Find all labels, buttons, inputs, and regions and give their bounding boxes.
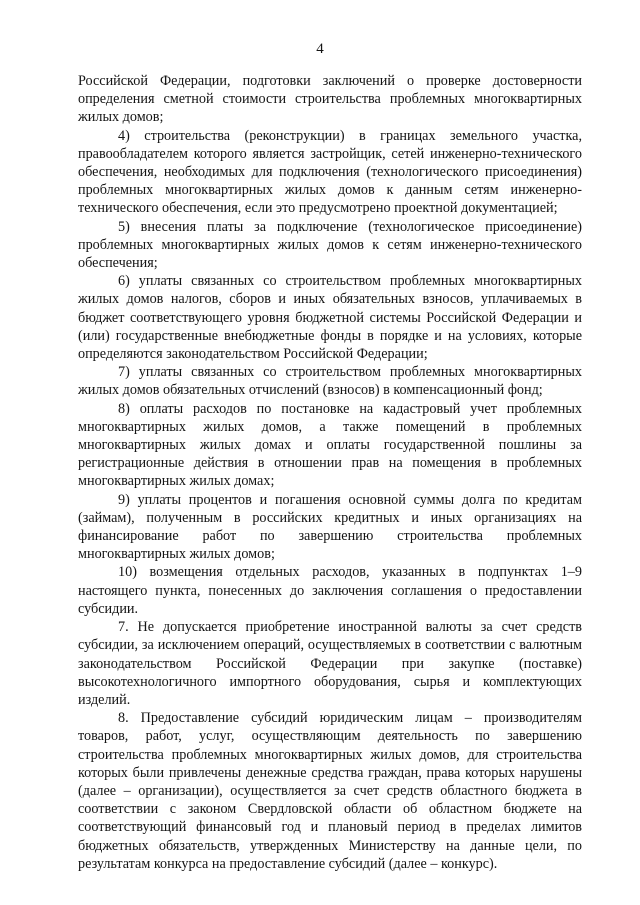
- document-body: [78, 72, 582, 873]
- paragraph-continuation: Российской Федерации, подготовки заключений о проверке достоверности определения сметной стоимости строительства проблемных многоквартирных жилых домов;: [78, 73, 582, 126]
- paragraph-clause-7: 7. Не допускается приобретение иностранной валюты за счет средств субсидии, за исключением операций, осуществляемых в соответствии с валютным законодательством Российской Федерации при закупке (поставке) высокотехнологичного импортного оборудования, сырья и комплектующих изделий.: [78, 619, 582, 708]
- paragraph-item-7: 7) уплаты связанных со строительством проблемных многоквартирных жилых домов обязательных отчислений (взносов) в компенсационный фонд;: [78, 364, 582, 399]
- page-number: 4: [316, 41, 324, 57]
- paragraph-item-5: 5) внесения платы за подключение (технологическое присоединение) проблемных многоквартирных жилых домов к сетям инженерно-технического обеспечения;: [78, 218, 582, 272]
- paragraph-item-6: 6) уплаты связанных со строительством проблемных многоквартирных жилых домов налогов, сборов и иных обязательных взносов, уплачиваемых в бюджет соответствующего уровня бюджетной системы Российской Федерации и (или) государственные внебюджетные фонды в порядке и на условиях, которые определяются законодательством Российской Федерации;: [78, 273, 582, 363]
- paragraph-item-8: 8) оплаты расходов по постановке на кадастровый учет проблемных многоквартирных жилых домов, а также помещений в проблемных многоквартирных жилых домах и оплаты государственной пошлины за регистрационные действия в отношении прав на помещения в проблемных многоквартирных жилых домах;: [78, 400, 582, 490]
- paragraph-item-10: 10) возмещения отдельных расходов, указанных в подпунктах 1–9 настоящего пункта, понесенных до заключения соглашения о предоставлении субсидии.: [78, 564, 582, 617]
- paragraph-item-4: 4) строительства (реконструкции) в границах земельного участка, правообладателем которого является застройщик, сетей инженерно-технического обеспечения, необходимых для подключения (технологического присоединения) проблемных многоквартирных жилых домов к данным сетям инженерно-технического обеспечения, если это предусмотрено проектной документацией;: [78, 127, 582, 217]
- paragraph-clause-8: 8. Предоставление субсидий юридическим лицам – производителям товаров, работ, услуг, осуществляющим деятельность по завершению строительства проблемных многоквартирных жилых домов, для строительства которых были привлечены денежные средства граждан, права которых нарушены (далее – организации), осуществляется за счет средств областного бюджета в соответствии с законом Свердловской области об областном бюджете на соответствующий финансовый год и плановый период в пределах лимитов бюджетных обязательств, утвержденных Министерству на данные цели, по результатам конкурса на предоставление субсидий (далее – конкурс).: [78, 710, 582, 872]
- paragraph-item-9: 9) уплаты процентов и погашения основной суммы долга по кредитам (займам), полученным в российских кредитных и иных организациях на финансирование работ по завершению строительства проблемных многоквартирных жилых домов;: [78, 491, 582, 563]
